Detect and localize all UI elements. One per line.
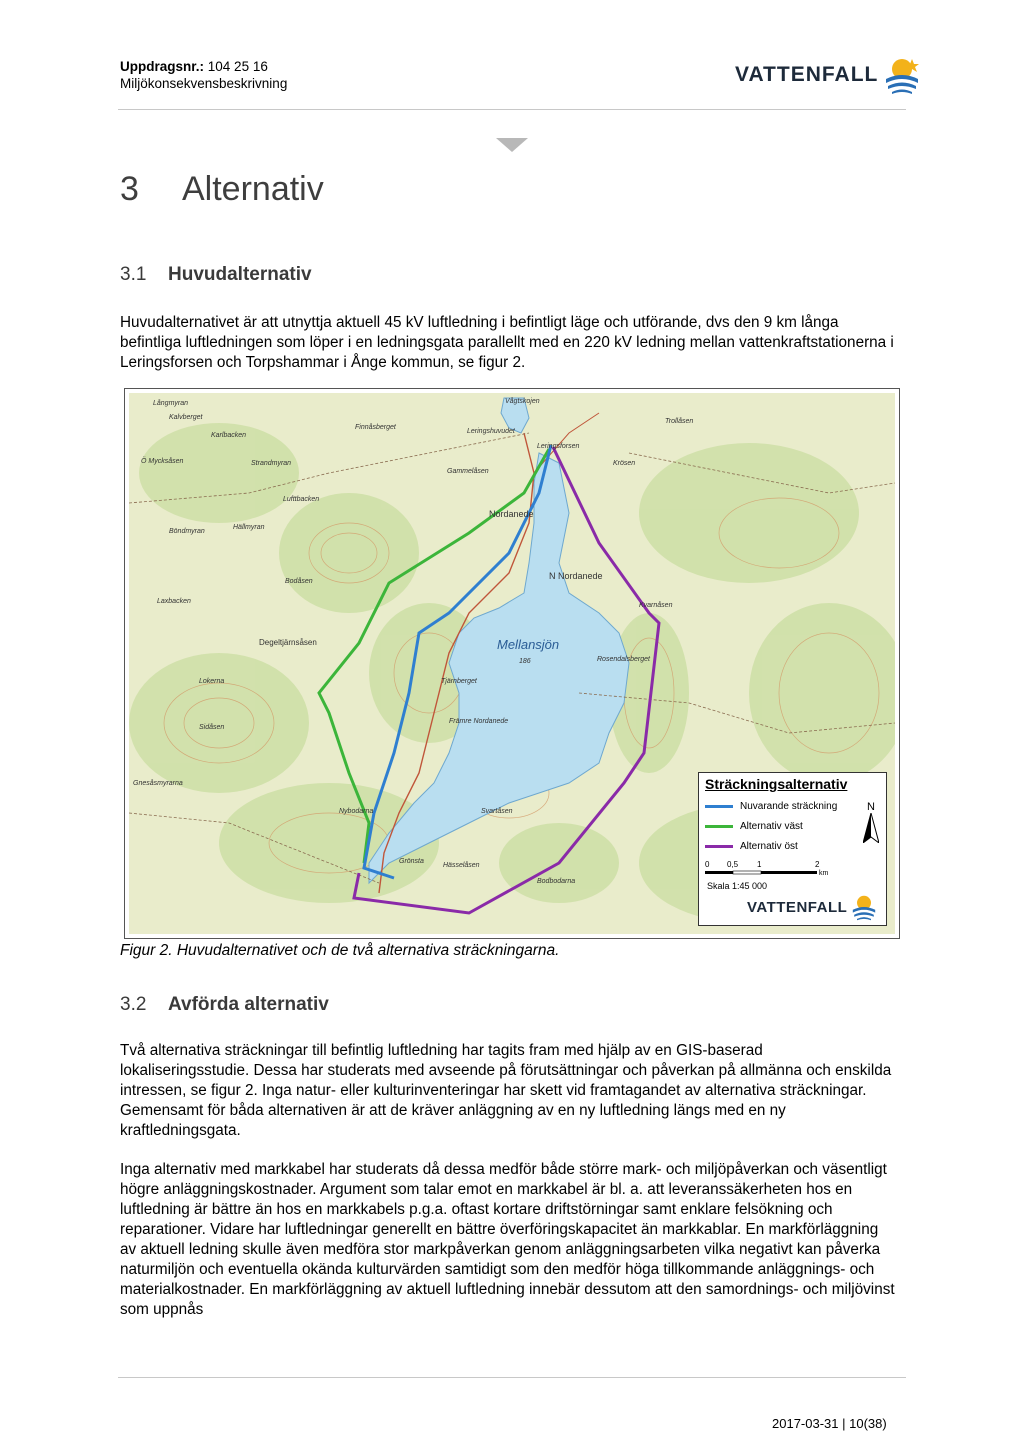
svg-text:Kalvberget: Kalvberget — [169, 414, 203, 421]
svg-text:Leringsforsen: Leringsforsen — [537, 443, 580, 450]
figure-caption: Figur 2. Huvudalternativet och de två alternativa sträckningarna. — [120, 942, 560, 959]
svg-text:Gammelåsen: Gammelåsen — [447, 468, 489, 475]
legend-item-east: Alternativ öst — [705, 841, 798, 852]
scale-bar — [705, 859, 835, 881]
paragraph: Inga alternativ med markkabel har studerats då dessa medför både större mark- och miljöpåverkan och väsentligt högre anläggningskostnader. Argument som talar emot en markkabel är bl. a. att leveranssäkerheten hos en luftledning är bättre än hos en markkabels p.g.a. oftast kortare driftstörningar samt enklare felsökning och reparationer. Vidare har luftledningar generellt en bättre överföringskapacitet än markkablar. En markförläggning av aktuell ledning skulle även medföra stor markpåverkan genom anläggningsarbeten vilka negativt kan påverka naturmiljön och eventuella okända kulturvärden samtidigt som den medför höga tillkommande anläggnings- och materialkostnader. En markförläggning av aktuell luftledning innebär dessutom att den samordnings- och miljövinst som uppnås — [120, 1161, 895, 1318]
svg-text:Vågtskojen: Vågtskojen — [505, 398, 540, 405]
svg-text:Degeltjärnsåsen: Degeltjärnsåsen — [259, 638, 317, 647]
svg-text:Främre Nordanede: Främre Nordanede — [449, 718, 509, 725]
sun-wave-icon — [884, 55, 920, 95]
section-heading: 3.2 Avförda alternativ — [120, 994, 329, 1015]
svg-text:Karlbacken: Karlbacken — [211, 432, 247, 439]
svg-text:Lokerna: Lokerna — [199, 678, 225, 685]
svg-text:Nybodarna: Nybodarna — [339, 808, 374, 815]
footer-date: 2017-03-31 — [772, 1416, 839, 1431]
svg-text:Tjärnberget: Tjärnberget — [441, 678, 477, 685]
svg-text:Finnåsberget: Finnåsberget — [355, 424, 396, 431]
paragraph: Två alternativa sträckningar till befintlig luftledning har tagits fram med hjälp av en GIS-baserad lokaliseringsstudie. Dessa har studerats med avseende på förutsättningar och påverkan på allmänna och enskilda intressen, se figur 2. Inga natur- eller kulturinventeringar har skett vid framtagandet av alternativa sträckningar. Gemensamt för båda alternativen är att de kräver anläggning av en ny luftledning längs med en ny kraftledningsgata. — [120, 1042, 892, 1139]
svg-text:Böndmyran: Böndmyran — [169, 528, 205, 535]
svg-text:Lufttbacken: Lufttbacken — [283, 496, 320, 503]
map-legend — [698, 772, 887, 926]
header-divider — [118, 109, 906, 110]
svg-text:Långmyran: Långmyran — [153, 400, 189, 407]
paragraph: Huvudalternativet är att utnyttja aktuell 45 kV luftledning i befintligt läge och utförande, dvs den 9 km långa befintliga luftledningen som löper i en ledningsgata parallellt med en 220 kV ledning mellan vattenkraftstationerna i Leringsforsen och Torpshammar i Ånge kommun, se figur 2. — [120, 314, 894, 371]
svg-text:0,5: 0,5 — [727, 860, 739, 869]
svg-text:Nordanede: Nordanede — [489, 509, 534, 519]
page-number: 10(38) — [849, 1416, 887, 1431]
down-triangle-icon — [496, 138, 528, 152]
assignment-number: Uppdragsnr.: 104 25 16 — [120, 59, 268, 74]
svg-text:Laxbacken: Laxbacken — [157, 598, 191, 605]
header-info — [120, 58, 287, 92]
svg-text:Sidåsen: Sidåsen — [199, 724, 225, 731]
svg-text:1: 1 — [757, 860, 762, 869]
svg-text:N Nordanede: N Nordanede — [549, 571, 603, 581]
north-arrow-icon — [863, 813, 879, 843]
svg-text:186: 186 — [519, 658, 531, 665]
scale-text: Skala 1:45 000 — [707, 881, 768, 891]
svg-text:Strandmyran: Strandmyran — [251, 460, 292, 467]
svg-text:km: km — [819, 870, 829, 877]
svg-text:Bodbodarna: Bodbodarna — [537, 878, 576, 885]
page-footer — [772, 1416, 887, 1431]
svg-text:Mellansjön: Mellansjön — [497, 637, 560, 652]
footer-separator: | — [842, 1416, 846, 1431]
svg-text:Trollåsen: Trollåsen — [665, 418, 694, 425]
svg-text:Krösen: Krösen — [613, 460, 636, 467]
vattenfall-logo: VATTENFALL — [735, 55, 920, 95]
legend-item-current: Nuvarande sträckning — [705, 801, 837, 812]
north-arrow: N — [863, 801, 879, 846]
sun-wave-icon — [851, 893, 877, 921]
document-type: Miljökonsekvensbeskrivning — [120, 76, 288, 91]
section-heading: 3.1 Huvudalternativ — [120, 264, 312, 285]
legend-item-west: Alternativ väst — [705, 821, 803, 832]
svg-text:Rosendalsberget: Rosendalsberget — [597, 656, 650, 663]
svg-text:Hällmyran: Hällmyran — [233, 524, 265, 531]
svg-text:Svartåsen: Svartåsen — [481, 808, 513, 815]
svg-text:Hässelåsen: Hässelåsen — [443, 862, 480, 869]
legend-vattenfall-logo: VATTENFALL — [747, 893, 877, 921]
legend-title: Sträckningsalternativ — [705, 776, 848, 792]
svg-text:Leringshuvudet: Leringshuvudet — [467, 428, 515, 435]
svg-text:0: 0 — [705, 860, 710, 869]
footer-divider — [118, 1377, 906, 1378]
svg-text:Ö Mycksåsen: Ö Mycksåsen — [141, 458, 184, 465]
svg-text:Gnesåsmyrarna: Gnesåsmyrarna — [133, 780, 183, 787]
svg-text:2: 2 — [815, 860, 820, 869]
svg-text:Kvarnåsen: Kvarnåsen — [639, 602, 673, 609]
svg-text:Grönsta: Grönsta — [399, 858, 424, 865]
chapter-heading: 3 Alternativ — [120, 170, 324, 208]
svg-text:Bodåsen: Bodåsen — [285, 578, 313, 585]
